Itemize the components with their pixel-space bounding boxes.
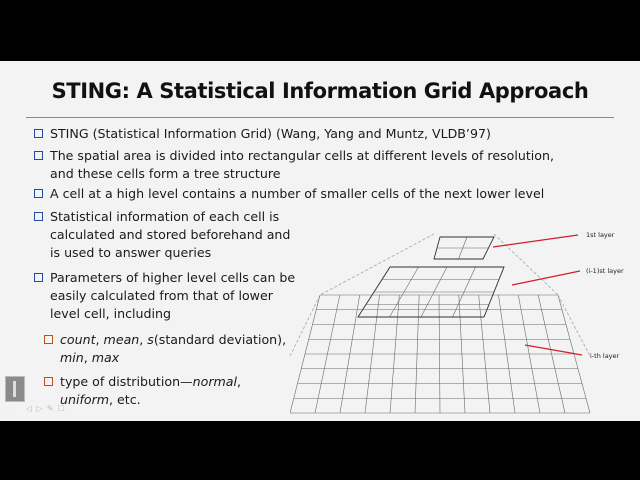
bullet-line: easily calculated from that of lower: [50, 288, 273, 303]
bullet-line: Parameters of higher level cells can be: [50, 270, 296, 285]
square-sub-bullet-icon: [44, 335, 53, 344]
callout-line-2: [512, 271, 580, 285]
presentation-controls-icon[interactable]: ◁ ▷ ✎ ☐: [26, 404, 66, 413]
bullet-line: A cell at a high level contains a number of smaller cells of the next lower level: [50, 186, 545, 201]
bullet-line: The spatial area is divided into rectangular cells at different levels of resolution,: [50, 148, 554, 163]
sub-bullet-line: type of distribution—normal,: [60, 374, 242, 389]
label-1st-layer: 1st layer: [586, 231, 615, 239]
square-sub-bullet-icon: [44, 377, 53, 386]
title-divider: [26, 117, 614, 118]
page-number: 17: [5, 406, 17, 416]
square-bullet-icon: [34, 189, 43, 198]
bullet-line: and these cells form a tree structure: [50, 166, 281, 181]
label-i-1-layer: (i-1)st layer: [586, 267, 624, 275]
sub-bullet-line: count, mean, s(standard deviation),: [60, 332, 287, 347]
sub-bullet-line: min, max: [60, 350, 120, 365]
square-bullet-icon: [34, 273, 43, 282]
level-outlines: [358, 237, 504, 317]
label-i-th-layer: i-th layer: [590, 352, 620, 360]
bullet-line: level cell, including: [50, 306, 171, 321]
grid-pyramid-figure: [290, 225, 630, 415]
bullet-line: calculated and stored beforehand and: [50, 227, 291, 242]
slide-title: STING: A Statistical Information Grid Approach: [51, 79, 589, 103]
callout-line-1: [493, 235, 578, 247]
square-bullet-icon: [34, 151, 43, 160]
bullet-line: is used to answer queries: [50, 245, 212, 260]
square-bullet-icon: [34, 129, 43, 138]
slide: [0, 61, 640, 421]
slide-nav-button[interactable]: [5, 376, 25, 402]
bullet-line: STING (Statistical Information Grid) (Wang, Yang and Muntz, VLDB’97): [50, 126, 491, 141]
square-bullet-icon: [34, 212, 43, 221]
grid-lines: [290, 237, 590, 413]
bullet-line: Statistical information of each cell is: [50, 209, 280, 224]
sub-bullet-line: uniform, etc.: [60, 392, 141, 407]
callout-line-3: [525, 345, 582, 355]
